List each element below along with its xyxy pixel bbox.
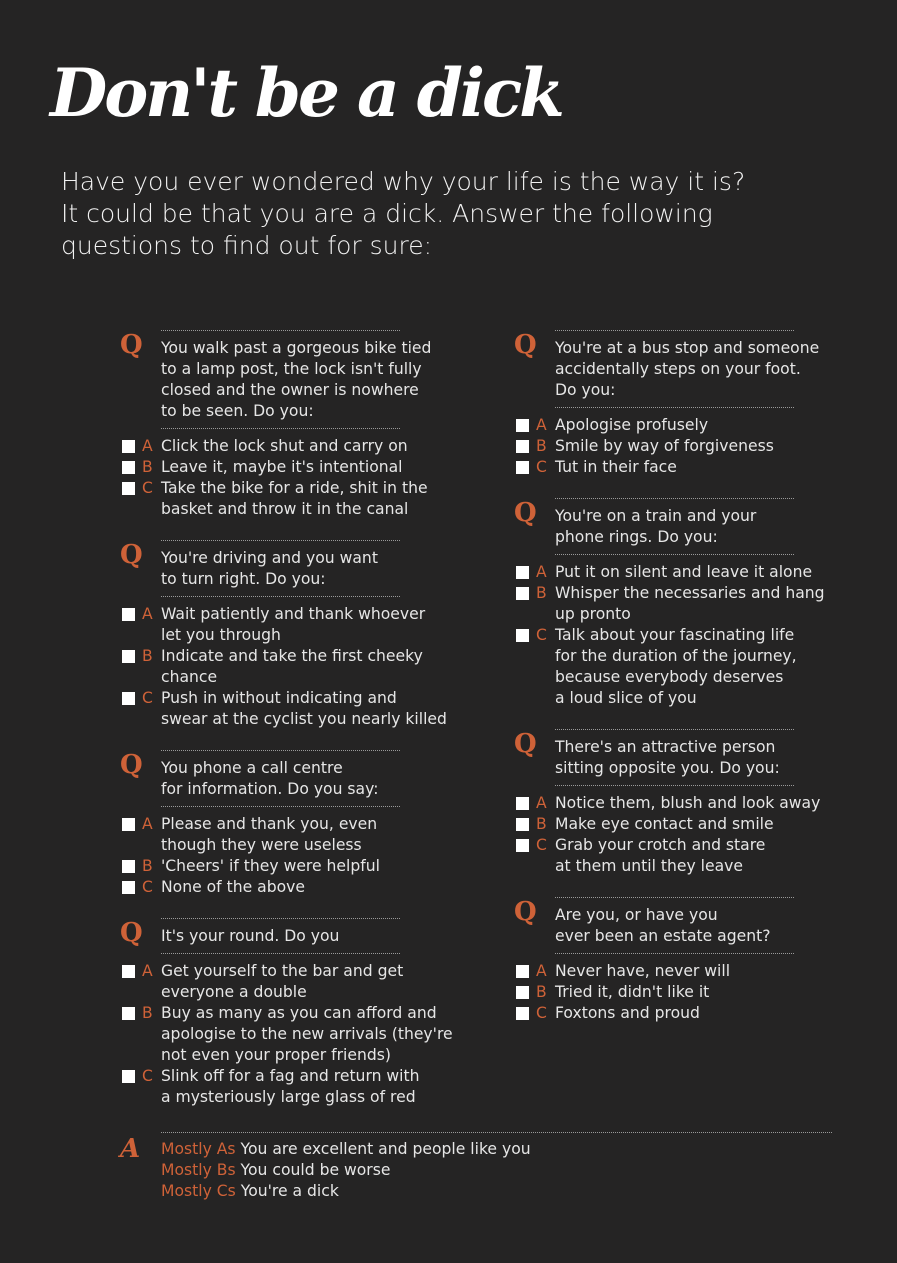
question-block: [120, 540, 447, 730]
answer-line: let you through: [161, 626, 281, 644]
answer-option[interactable]: [514, 415, 794, 436]
answer-option[interactable]: [120, 688, 447, 730]
dotted-divider: [555, 498, 794, 499]
answer-letter: B: [142, 857, 153, 875]
answer-letter: C: [536, 1004, 547, 1022]
answer-letter: C: [536, 458, 547, 476]
questions-left-column: [120, 330, 453, 1108]
answer-checkbox[interactable]: [516, 986, 529, 999]
answer-letter: C: [142, 479, 153, 497]
answer-checkbox[interactable]: [516, 965, 529, 978]
question-line: to a lamp post, the lock isn't fully: [161, 360, 422, 378]
answer-list: [120, 961, 453, 1108]
question-block: [120, 750, 400, 898]
answer-letter: A: [142, 437, 153, 455]
answer-option[interactable]: [514, 814, 794, 835]
question-line: phone rings. Do you:: [555, 528, 718, 546]
answer-line: Please and thank you, even: [161, 815, 378, 833]
answer-letter: B: [142, 647, 153, 665]
answer-text: [555, 961, 794, 982]
question-icon: Q: [120, 330, 143, 360]
question-line: You're at a bus stop and someone: [555, 339, 820, 357]
answer-text: [161, 478, 428, 520]
answer-text: [555, 583, 825, 625]
dotted-divider: [555, 554, 794, 555]
question-text: [555, 506, 794, 548]
answer-text: [555, 457, 794, 478]
answer-checkbox[interactable]: [122, 1070, 135, 1083]
answer-text: [161, 604, 426, 646]
question-block: [514, 729, 821, 877]
question-text: [161, 926, 400, 947]
questions-right-column: [514, 330, 825, 1024]
results-section: [120, 1132, 832, 1202]
answer-line: not even your proper friends): [161, 1046, 391, 1064]
dotted-divider: [161, 953, 400, 954]
question-line: You walk past a gorgeous bike tied: [161, 339, 432, 357]
answer-letter: B: [536, 983, 547, 1001]
answer-line: Never have, never will: [555, 962, 731, 980]
answer-line: at them until they leave: [555, 857, 743, 875]
answer-option[interactable]: [120, 814, 400, 856]
question-icon: Q: [514, 330, 537, 360]
answer-icon: A: [120, 1134, 141, 1164]
answer-option[interactable]: [514, 583, 825, 625]
question-block: [120, 918, 453, 1108]
question-icon: Q: [120, 918, 143, 948]
dotted-divider: [555, 953, 794, 954]
answer-letter: A: [142, 605, 153, 623]
dotted-divider: [161, 428, 400, 429]
answer-checkbox[interactable]: [516, 1007, 529, 1020]
question-line: You're driving and you want: [161, 549, 378, 567]
answer-text: [555, 982, 794, 1003]
question-text: [161, 758, 400, 800]
answer-line: Slink off for a fag and return with: [161, 1067, 420, 1085]
answer-checkbox[interactable]: [122, 818, 135, 831]
answer-list: [514, 793, 821, 877]
question-text: [555, 905, 794, 947]
answer-text: [555, 1003, 794, 1024]
answer-letter: B: [536, 584, 547, 602]
answer-letter: C: [142, 878, 153, 896]
question-line: sitting opposite you. Do you:: [555, 759, 780, 777]
answer-option[interactable]: [120, 1066, 420, 1108]
answer-checkbox[interactable]: [122, 881, 135, 894]
question-block: [514, 330, 820, 478]
answer-option[interactable]: [120, 478, 428, 520]
dotted-divider: [161, 1132, 832, 1133]
intro-line: It could be that you are a dick. Answer the following: [61, 199, 713, 228]
answer-line: Wait patiently and thank whoever: [161, 605, 426, 623]
question-icon: Q: [120, 540, 143, 570]
answer-line: Get yourself to the bar and get: [161, 962, 404, 980]
dotted-divider: [555, 407, 794, 408]
question-line: accidentally steps on your foot.: [555, 360, 801, 378]
result-label: Mostly Cs: [161, 1182, 236, 1200]
answer-checkbox[interactable]: [122, 1007, 135, 1020]
answer-text: [555, 436, 794, 457]
result-label: Mostly As: [161, 1140, 236, 1158]
answer-line: apologise to the new arrivals (they're: [161, 1025, 453, 1043]
intro-line: questions to find out for sure:: [61, 231, 433, 260]
answer-text: [555, 625, 797, 709]
answer-line: because everybody deserves: [555, 668, 784, 686]
answer-line: basket and throw it in the canal: [161, 500, 409, 518]
question-icon: Q: [120, 750, 143, 780]
answer-line: Click the lock shut and carry on: [161, 437, 408, 455]
question-line: There's an attractive person: [555, 738, 776, 756]
answer-letter: C: [142, 689, 153, 707]
answer-line: Smile by way of forgiveness: [555, 437, 774, 455]
answer-option[interactable]: [120, 961, 404, 1003]
question-text: [161, 338, 432, 422]
answer-letter: A: [536, 794, 547, 812]
answer-text: [555, 814, 794, 835]
dotted-divider: [555, 729, 794, 730]
answer-option[interactable]: [514, 835, 794, 877]
answer-line: though they were useless: [161, 836, 362, 854]
answer-option[interactable]: [120, 856, 400, 877]
question-block: [514, 897, 794, 1024]
answer-text: [161, 856, 400, 877]
answer-letter: A: [536, 563, 547, 581]
answer-line: Apologise profusely: [555, 416, 709, 434]
answer-letter: A: [142, 815, 153, 833]
answer-line: everyone a double: [161, 983, 307, 1001]
answer-option[interactable]: [120, 436, 408, 457]
answer-option[interactable]: [120, 1003, 453, 1066]
dotted-divider: [161, 806, 400, 807]
question-line: You phone a call centre: [161, 759, 343, 777]
dotted-divider: [555, 897, 794, 898]
answer-line: Talk about your fascinating life: [555, 626, 795, 644]
answer-checkbox[interactable]: [516, 419, 529, 432]
answer-list: [120, 814, 400, 898]
answer-checkbox[interactable]: [516, 839, 529, 852]
answer-option[interactable]: [514, 457, 794, 478]
answer-checkbox[interactable]: [122, 482, 135, 495]
intro-text: [61, 166, 821, 262]
answer-text: [161, 646, 423, 688]
question-line: It's your round. Do you: [161, 927, 340, 945]
answer-text: [161, 814, 400, 856]
answer-option[interactable]: [514, 1003, 794, 1024]
answer-option[interactable]: [514, 961, 794, 982]
answer-checkbox[interactable]: [516, 566, 529, 579]
result-text: You're a dick: [240, 1182, 339, 1200]
answer-line: Whisper the necessaries and hang: [555, 584, 825, 602]
question-line: to be seen. Do you:: [161, 402, 314, 420]
answer-checkbox[interactable]: [516, 587, 529, 600]
answer-line: Notice them, blush and look away: [555, 794, 821, 812]
answer-letter: B: [536, 815, 547, 833]
answer-text: [555, 793, 821, 814]
answer-text: [555, 562, 813, 583]
answer-letter: C: [536, 836, 547, 854]
answer-text: [555, 415, 794, 436]
answer-line: swear at the cyclist you nearly killed: [161, 710, 447, 728]
answer-text: [161, 457, 403, 478]
answer-text: [161, 961, 404, 1003]
answer-checkbox[interactable]: [516, 629, 529, 642]
question-line: closed and the owner is nowhere: [161, 381, 419, 399]
answer-list: [514, 961, 794, 1024]
answer-line: Make eye contact and smile: [555, 815, 774, 833]
answer-line: Indicate and take the first cheeky: [161, 647, 423, 665]
answer-line: Tut in their face: [555, 458, 677, 476]
answer-option[interactable]: [514, 436, 794, 457]
dotted-divider: [161, 330, 400, 331]
answer-line: Take the bike for a ride, shit in the: [161, 479, 428, 497]
question-line: Do you:: [555, 381, 616, 399]
dotted-divider: [161, 918, 400, 919]
answer-checkbox[interactable]: [122, 650, 135, 663]
answer-checkbox[interactable]: [122, 692, 135, 705]
answer-letter: A: [142, 962, 153, 980]
answer-letter: C: [142, 1067, 153, 1085]
question-text: [555, 737, 794, 779]
page-title: Don't be a dick: [50, 54, 562, 132]
answer-checkbox[interactable]: [122, 608, 135, 621]
answer-checkbox[interactable]: [122, 965, 135, 978]
answer-list: [514, 415, 794, 478]
answer-line: Buy as many as you can afford and: [161, 1004, 437, 1022]
answer-line: Put it on silent and leave it alone: [555, 563, 813, 581]
answer-line: Grab your crotch and stare: [555, 836, 766, 854]
answer-text: [161, 688, 447, 730]
answer-option[interactable]: [120, 604, 426, 646]
answer-option[interactable]: [120, 646, 423, 688]
question-line: for information. Do you say:: [161, 780, 379, 798]
question-text: [161, 548, 400, 590]
answer-text: [161, 877, 400, 898]
answer-line: for the duration of the journey,: [555, 647, 797, 665]
answer-text: [161, 1066, 420, 1108]
answer-checkbox[interactable]: [122, 461, 135, 474]
answer-line: Leave it, maybe it's intentional: [161, 458, 403, 476]
dotted-divider: [555, 330, 794, 331]
answer-checkbox[interactable]: [122, 440, 135, 453]
answer-text: [161, 1003, 453, 1066]
question-line: You're on a train and your: [555, 507, 757, 525]
question-line: to turn right. Do you:: [161, 570, 326, 588]
result-label: Mostly Bs: [161, 1161, 236, 1179]
answer-list: [514, 562, 825, 709]
answer-line: a loud slice of you: [555, 689, 697, 707]
answer-line: Tried it, didn't like it: [555, 983, 710, 1001]
question-text: [555, 338, 820, 401]
answer-line: up pronto: [555, 605, 631, 623]
question-block: [514, 498, 825, 709]
answer-checkbox[interactable]: [516, 818, 529, 831]
answer-line: Foxtons and proud: [555, 1004, 700, 1022]
answer-checkbox[interactable]: [516, 440, 529, 453]
answer-option[interactable]: [514, 793, 821, 814]
result-line: [161, 1139, 832, 1160]
dotted-divider: [161, 596, 400, 597]
answer-line: chance: [161, 668, 218, 686]
intro-line: Have you ever wondered why your life is the way it is?: [61, 167, 746, 196]
answer-list: [120, 604, 447, 730]
answer-text: [161, 436, 408, 457]
answer-line: None of the above: [161, 878, 305, 896]
answer-option[interactable]: [514, 625, 797, 709]
answer-option[interactable]: [120, 877, 400, 898]
answer-checkbox[interactable]: [516, 461, 529, 474]
answer-letter: C: [536, 626, 547, 644]
answer-option[interactable]: [120, 457, 403, 478]
dotted-divider: [161, 540, 400, 541]
answer-letter: B: [142, 458, 153, 476]
dotted-divider: [555, 785, 794, 786]
answer-line: a mysteriously large glass of red: [161, 1088, 416, 1106]
answer-letter: B: [142, 1004, 153, 1022]
answer-letter: B: [536, 437, 547, 455]
question-line: Are you, or have you: [555, 906, 718, 924]
answer-text: [555, 835, 794, 877]
result-text: You could be worse: [240, 1161, 391, 1179]
answer-line: 'Cheers' if they were helpful: [161, 857, 380, 875]
answer-checkbox[interactable]: [516, 797, 529, 810]
answer-letter: A: [536, 962, 547, 980]
answer-checkbox[interactable]: [122, 860, 135, 873]
result-text: You are excellent and people like you: [240, 1140, 531, 1158]
answer-list: [120, 436, 428, 520]
answer-line: Push in without indicating and: [161, 689, 397, 707]
question-line: ever been an estate agent?: [555, 927, 771, 945]
answer-option[interactable]: [514, 562, 813, 583]
question-icon: Q: [514, 498, 537, 528]
dotted-divider: [161, 750, 400, 751]
question-icon: Q: [514, 729, 537, 759]
question-icon: Q: [514, 897, 537, 927]
answer-option[interactable]: [514, 982, 794, 1003]
question-block: [120, 330, 432, 520]
result-line: [161, 1160, 832, 1181]
answer-letter: A: [536, 416, 547, 434]
result-list: [161, 1139, 832, 1202]
result-line: [161, 1181, 832, 1202]
